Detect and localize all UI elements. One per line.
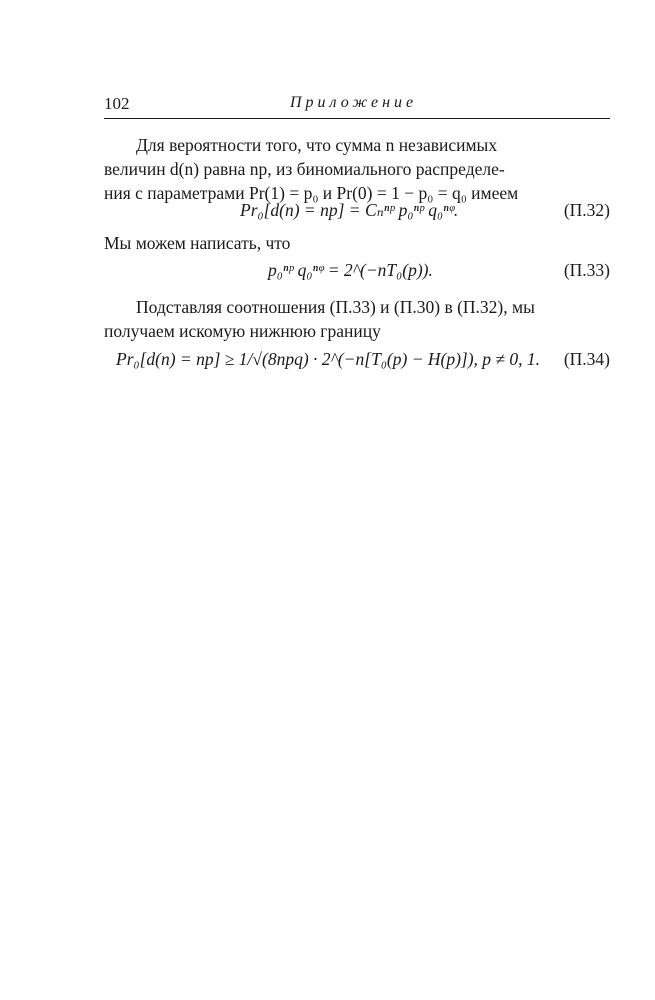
- equation-label: (П.34): [563, 349, 610, 369]
- running-head: Приложение: [290, 94, 418, 111]
- paragraph-2: [104, 231, 610, 255]
- paragraph-1: [104, 133, 610, 205]
- equation-label: (П.33): [563, 260, 610, 280]
- equation-label: (П.32): [563, 200, 610, 220]
- equation-p32: [104, 200, 610, 230]
- paragraph-3: [104, 295, 610, 343]
- paragraph-line: Подставляя соотношения (П.33) и (П.30) в (П.32), мы: [136, 297, 535, 317]
- equation-formula: Pr₀[d(n) = np] = Cₙⁿᵖ p₀ⁿᵖ q₀ⁿᵠ.: [240, 200, 459, 220]
- page-header: [104, 94, 610, 116]
- page-number: 102: [104, 94, 130, 113]
- equation-formula: p₀ⁿᵖ q₀ⁿᵠ = 2^(−nT₀(p)).: [268, 260, 433, 280]
- paragraph-line: получаем искомую нижнюю границу: [104, 321, 381, 341]
- paragraph-line: Мы можем написать, что: [104, 233, 291, 253]
- paragraph-line: величин d(n) равна np, из биномиального распределе-: [104, 159, 505, 179]
- equation-p33: [104, 260, 610, 290]
- paragraph-line: Для вероятности того, что сумма n независимых: [136, 135, 498, 155]
- equation-formula: Pr₀[d(n) = np] ≥ 1/√(8npq) · 2^(−n[T₀(p) − H(p)]), p ≠ 0, 1.: [116, 349, 541, 369]
- equation-p34: [104, 349, 610, 393]
- header-rule: [104, 118, 610, 119]
- paragraph-line: ния с параметрами Pr(1) = p₀ и Pr(0) = 1 − p₀ = q₀ имеем: [104, 183, 519, 203]
